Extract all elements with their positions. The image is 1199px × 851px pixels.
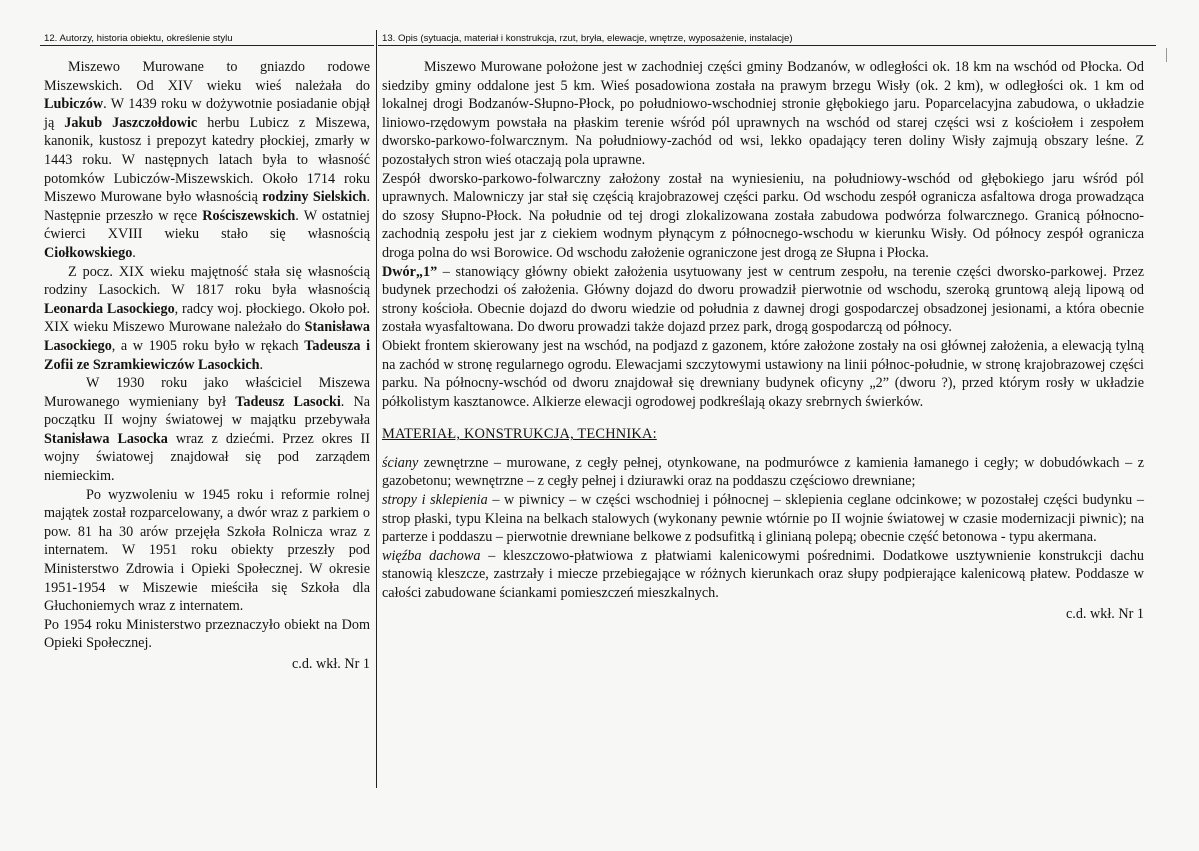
text-run: , radcy woj. płockiego. Około poł. XIX wieku Miszewo Murowane należało do — [44, 300, 370, 336]
italic-term: ściany — [382, 454, 419, 471]
text-run: Po wyzwoleniu w 1945 roku i reformie rolnej majątek został rozparcelowany, a dwór wraz z parkiem o pow. 81 ha 30 arów przejęła Szkoła Rolnicza wraz z internatem. W 1951 roku obiekty przeszły pod Ministerstwo Zdrowia i Opieki Społecznej. W okresie 1951-1954 w Miszewie mieściła się Szkoła dla Głuchoniemych wraz z internatem. — [44, 486, 370, 615]
text-run: Zespół dworsko-parkowo-folwarczny założony został na wyniesieniu, na południowy-wschód od głębokiego jaru wśród pól uprawnych. Malowniczy jar stał się częścią krajobrazowej części parku. Od wschodu zespół ogranicza asfaltowa droga prowadząca do szosy Słupno-Płock. Na południe od tej drogi zlokalizowana została zabudowa podwórza folwarcznego. Granicą północno-zachodnią zespołu jest jar z ciekiem wodnym płynącym z północnego-wschodu w kierunku Wisły. Od północy zespół ogranicza droga polna do wsi Borowice. Od wschodu założenie ograniczone jest drogą ze Słupna i Płocka. — [382, 170, 1144, 261]
header-rule-right — [378, 45, 1156, 46]
history-paragraph-5 — [44, 616, 370, 653]
text-run: . Następnie przeszło w ręce — [44, 189, 370, 224]
bold-text: Tadeusza i Zofii ze Szramkiewiczów Lasockich — [44, 337, 371, 373]
text-run: , a w 1905 roku było w rękach — [111, 337, 305, 354]
text-run: Miszewo Murowane to gniazdo rodowe Miszewskich. Od XIV wieku wieś należała do — [44, 59, 370, 94]
text-run: – w piwnicy – w części wschodniej i północnej – sklepienia ceglane odcinkowe; w pozostałej części budynku – strop płaski, typu Kleina na belkach stalowych (wykonany pewnie wtórnie po II wojnie światowej w czasie modernizacji piwnic); na parterze i poddaszu – pierwotnie drewniane belkowe z podsufitką i glinianą polepą; obecnie część betonowa - typu akermana. — [382, 492, 1144, 546]
description-paragraph-3 — [382, 263, 1144, 337]
text-run: Miszewo Murowane położone jest w zachodniej części gminy Bodzanów, w odległości ok. 18 km na wschód od Płocka. Od siedziby gminy oddalone jest 5 km. Wieś posadowiona została na prawym brzegu Wisły (ok. 2 km), w odległości ok. 1 km od lokalnej drogi Bodzanów-Słupno-Płock, po południowo-wschodniej stronie głębokiego jaru. Poparcelacyjna zabudowa, o układzie liniowo-rzędowym powstała na płaskim terenie wśród pól uprawnych na wschód od starej części wsi z kościołem i zespołem dworsko-parkowo-folwarcznym. Na południowy-zachód od wsi, lekko opadający teren doliny Wisły zajmują obszary leśne. Z pozostałych stron wieś otaczają pola uprawne. — [382, 59, 1144, 168]
bold-text: Stanisława Lasocka — [44, 430, 168, 447]
section-13-header: 13. Opis (sytuacja, materiał i konstrukcja, rzut, bryła, elewacje, wnętrze, wyposażenie, instalacje) — [382, 33, 793, 44]
material-ceilings — [382, 491, 1144, 547]
text-run: . — [132, 244, 136, 261]
material-walls — [382, 454, 1144, 491]
bold-text: Tadeusz Lasocki — [235, 393, 341, 410]
material-section-heading: MATERIAŁ, KONSTRUKCJA, TECHNIKA: — [382, 426, 657, 443]
section-12-header: 12. Autorzy, historia obiektu, określenie stylu — [44, 33, 233, 44]
description-column — [382, 58, 1144, 623]
text-run: . W ostatniej ćwierci XVIII wieku stało się własnością — [44, 207, 370, 243]
text-run: zewnętrzne – murowane, z cegły pełnej, otynkowane, na podmurówce z kamienia łamanego i cegły; w dobudówkach – z gazobetonu; wewnętrzne – z cegły pełnej i dziurawki oraz na poddaszu częściowo drewniane; — [382, 454, 1144, 490]
bold-text: Rościszewskich — [202, 207, 296, 224]
history-paragraph-1 — [44, 58, 370, 263]
text-run: Z pocz. XIX wieku majętność stała się własnością rodziny Lasockich. W 1817 roku była własnością — [44, 263, 370, 299]
text-run: – kleszczowo-płatwiowa z płatwiami kalenicowymi pośrednimi. Dodatkowe usztywnienie konstrukcji dachu stanowią kleszcze, zastrzały i miecze przebiegające w różnych kierunkach oraz słupy podpierające kalenicową płatew. Poddasze w całości zabudowane ściankami pomieszczeń mieszkalnych. — [382, 547, 1145, 602]
description-paragraph-2 — [382, 170, 1144, 263]
history-paragraph-4 — [44, 486, 370, 616]
continuation-note-right: c.d. wkł. Nr 1 — [1065, 605, 1144, 622]
continuation-note-left: c.d. wkł. Nr 1 — [291, 656, 370, 672]
text-run: herbu Lubicz z Miszewa, kanonik, kustosz i prepozyt katedry płockiej, zmarły w 1443 roku. W następnych latach była to własność potomków Lubiczów-Miszewskich. Około 1714 roku Miszewo Murowane było własnością — [44, 114, 370, 206]
material-roof-truss — [382, 547, 1144, 603]
bold-text: Ciołkowskiego — [44, 244, 133, 261]
bold-text: Lubiczów — [44, 96, 104, 113]
bold-text: Dwór„1” — [382, 263, 438, 280]
description-paragraph-1 — [382, 58, 1144, 170]
text-run: . — [259, 356, 264, 373]
italic-term: więźba dachowa — [382, 547, 481, 564]
bold-text: Jakub Jaszczołdowic — [64, 114, 198, 131]
text-run: Po 1954 roku Ministerstwo przeznaczyło obiekt na Dom Opieki Społecznej. — [44, 616, 370, 652]
scan-mark — [1166, 48, 1167, 62]
history-paragraph-3 — [44, 374, 370, 486]
column-divider — [376, 30, 377, 788]
text-run: . Na początku II wojny światowej w majątku przebywała — [44, 393, 370, 429]
header-rule-left — [40, 45, 374, 46]
history-paragraph-2 — [44, 263, 370, 375]
text-run: Obiekt frontem skierowany jest na wschód, na podjazd z gazonem, które założone zostały na osi głównej założenia, a elewacją tylną na zachód w stronę regularnego ogrodu. Elewacjami szczytowymi ustawiony na linii północ-południe, w stronę krajobrazowej części parku. Na północny-wschód od dworu znajdował się drewniany budynek oficyny „2” (dworu ?), przed którym rosły w układzie półkolistym kasztanowce. Alkierze elewacji ogrodowej podkreślają okazy srebrnych świerków. — [382, 337, 1144, 410]
bold-text: Leonarda Lasockiego — [44, 300, 175, 317]
text-run: – stanowiący główny obiekt założenia usytuowany jest w centrum zespołu, na terenie części dworsko-parkowej. Przez budynek przechodzi oś założenia. Główny dojazd do dworu prowadził pierwotnie od wschodu, szeroką gruntową aleją lipową od strony kościoła. Obecnie dojazd do dworu wiedzie od południa z dawnej drogi gospodarczej obsadzonej jesionami, a która obecnie została wyasfaltowana. Do dworu prowadzi także dojazd przez park, drogą gospodarczą od północy. — [382, 263, 1144, 336]
text-run: W 1930 roku jako właściciel Miszewa Murowanego wymieniany był — [44, 375, 370, 410]
text-run: . W 1439 roku w dożywotnie posiadanie objął ją — [44, 96, 370, 131]
description-paragraph-4 — [382, 337, 1144, 411]
italic-term: stropy i sklepienia — [382, 492, 488, 509]
history-column — [44, 58, 370, 674]
text-run: wraz z dziećmi. Przez okres II wojny światowej znajdował się pod zarządem niemieckim. — [44, 430, 370, 485]
bold-text: Stanisława Lasockiego — [44, 319, 370, 354]
bold-text: rodziny Sielskich — [262, 189, 367, 206]
